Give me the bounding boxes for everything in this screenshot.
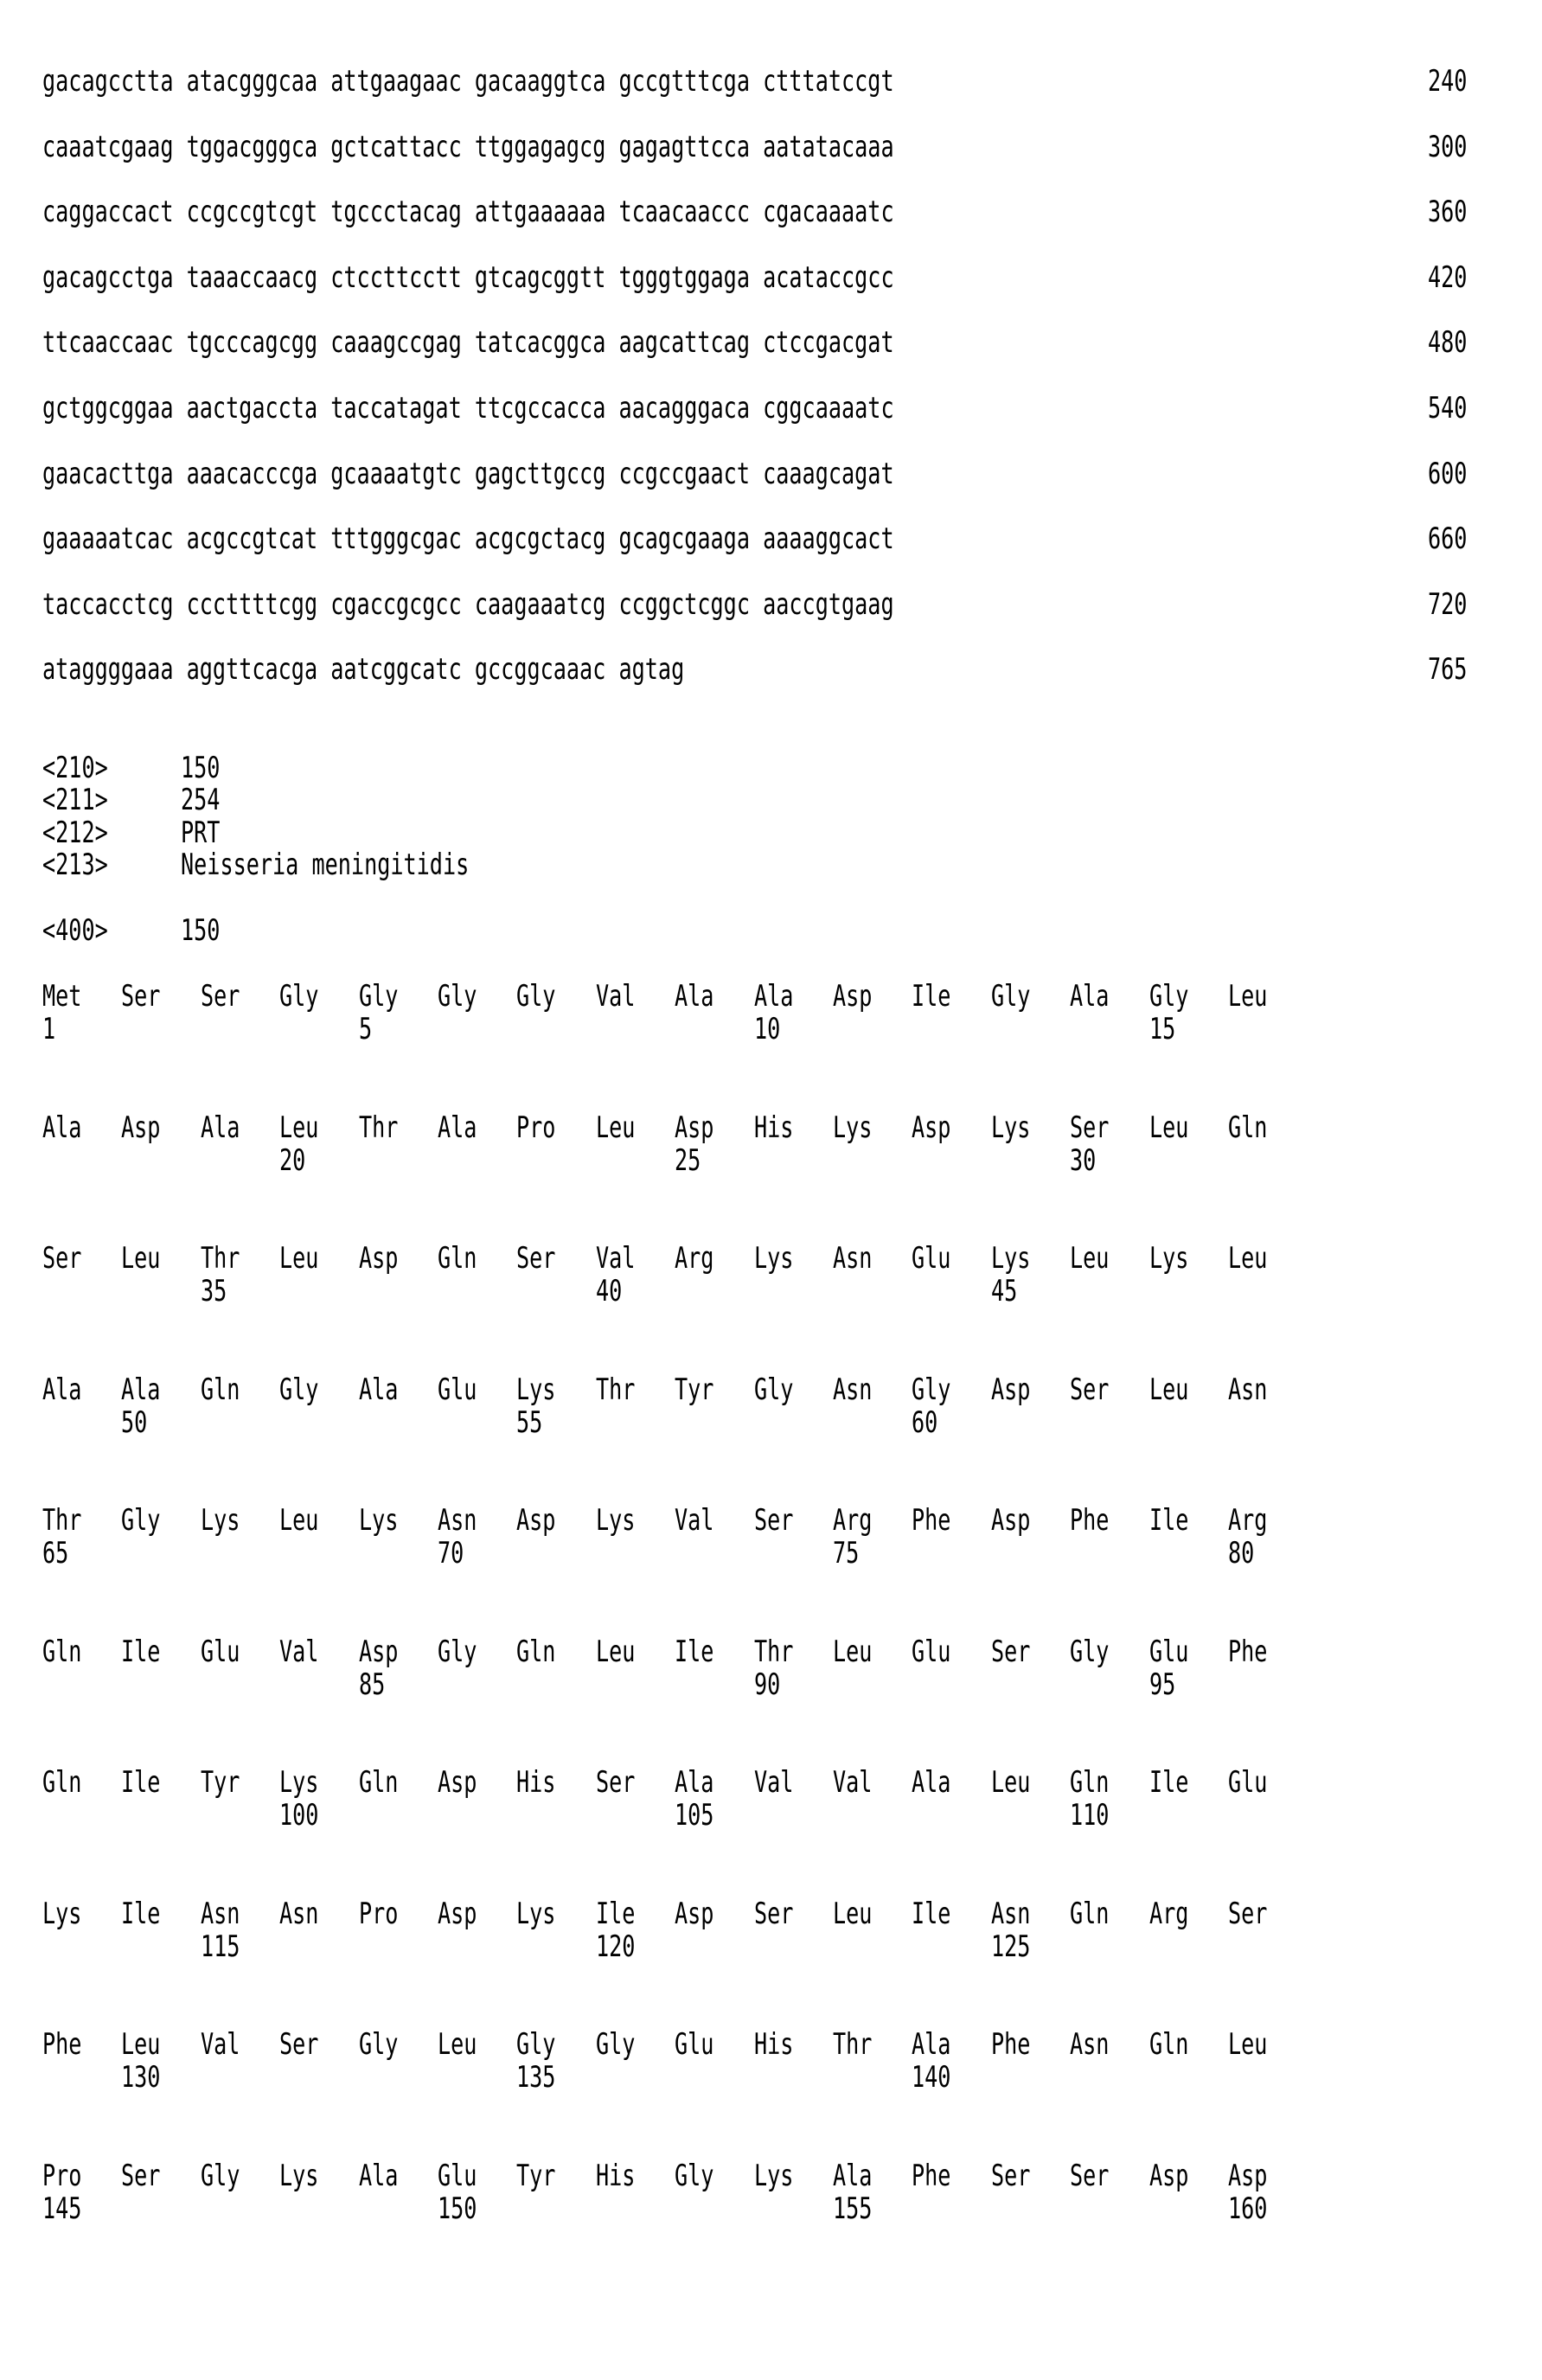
amino-acid-residue: Leu [596, 1635, 635, 1669]
amino-acid-residue: Asp [991, 1503, 1030, 1538]
amino-acid-residue: Arg [1149, 1897, 1188, 1931]
amino-acid-residue: Lys [279, 1765, 318, 1800]
residue-position-number: 65 [42, 1536, 68, 1571]
amino-acid-residue: Pro [42, 2159, 81, 2193]
field-value: PRT [181, 816, 220, 850]
amino-acid-residue: His [754, 1110, 793, 1145]
amino-acid-residue: Gln [1070, 1897, 1109, 1931]
amino-acid-residue: Gly [754, 1372, 793, 1407]
nucleotide-sequence-line: caaatcgaag tggacgggca gctcattacc ttggagagcg gagagttcca aatatacaaa [42, 130, 894, 164]
residue-position-number: 35 [201, 1274, 227, 1308]
residue-position-number: 75 [833, 1536, 859, 1571]
amino-acid-residue: Tyr [675, 1372, 713, 1407]
nucleotide-position-number: 765 [1428, 652, 1467, 687]
amino-acid-residue: Pro [359, 1897, 398, 1931]
amino-acid-residue: Ile [121, 1765, 160, 1800]
amino-acid-residue: Val [754, 1765, 793, 1800]
field-value: 150 [181, 913, 220, 948]
amino-acid-residue: Lys [991, 1241, 1030, 1276]
nucleotide-sequence-line: gctggcggaa aactgaccta taccatagat ttcgccacca aacagggaca cggcaaaatc [42, 391, 894, 425]
amino-acid-residue: Ser [991, 1635, 1030, 1669]
residue-position-number: 15 [1149, 1012, 1175, 1046]
residue-position-number: 110 [1070, 1798, 1109, 1833]
field-value: 150 [181, 751, 220, 785]
amino-acid-residue: Gly [516, 2027, 555, 2062]
residue-position-number: 60 [912, 1405, 937, 1440]
amino-acid-residue: Asp [359, 1241, 398, 1276]
amino-acid-residue: His [596, 2159, 635, 2193]
residue-position-number: 40 [596, 1274, 622, 1308]
field-value: 254 [181, 783, 220, 817]
amino-acid-residue: Asp [912, 1110, 950, 1145]
nucleotide-sequence-line: gaaaaatcac acgccgtcat tttgggcgac acgcgctacg gcagcgaaga aaaaggcact [42, 521, 894, 556]
amino-acid-residue: Val [833, 1765, 872, 1800]
amino-acid-residue: Leu [1228, 979, 1267, 1014]
amino-acid-residue: Thr [596, 1372, 635, 1407]
residue-position-number: 20 [279, 1143, 305, 1178]
amino-acid-residue: Tyr [516, 2159, 555, 2193]
residue-position-number: 95 [1149, 1667, 1175, 1702]
amino-acid-residue: Asp [833, 979, 872, 1014]
residue-position-number: 50 [121, 1405, 147, 1440]
amino-acid-residue: Phe [912, 1503, 950, 1538]
amino-acid-residue: Asp [675, 1110, 713, 1145]
amino-acid-residue: Leu [833, 1897, 872, 1931]
amino-acid-residue: Leu [1228, 2027, 1267, 2062]
amino-acid-residue: Ala [42, 1372, 81, 1407]
amino-acid-residue: Ala [754, 979, 793, 1014]
residue-position-number: 25 [675, 1143, 701, 1178]
residue-position-number: 1 [42, 1012, 55, 1046]
residue-position-number: 155 [833, 2191, 872, 2226]
residue-position-number: 120 [596, 1929, 635, 1964]
amino-acid-residue: Asn [833, 1372, 872, 1407]
amino-acid-residue: Val [596, 979, 635, 1014]
amino-acid-residue: Lys [754, 1241, 793, 1276]
amino-acid-residue: Gly [438, 979, 477, 1014]
amino-acid-residue: Gln [1228, 1110, 1267, 1145]
amino-acid-residue: Phe [912, 2159, 950, 2193]
nucleotide-position-number: 660 [1428, 521, 1467, 556]
residue-position-number: 70 [438, 1536, 464, 1571]
amino-acid-residue: Gln [438, 1241, 477, 1276]
field-tag: <400> [42, 913, 108, 948]
amino-acid-residue: Ile [121, 1635, 160, 1669]
amino-acid-residue: Lys [279, 2159, 318, 2193]
amino-acid-residue: Glu [675, 2027, 713, 2062]
amino-acid-residue: Leu [1149, 1372, 1188, 1407]
amino-acid-residue: Gly [912, 1372, 950, 1407]
amino-acid-residue: Arg [1228, 1503, 1267, 1538]
amino-acid-residue: Phe [991, 2027, 1030, 2062]
amino-acid-residue: Ser [754, 1897, 793, 1931]
amino-acid-residue: Ser [42, 1241, 81, 1276]
residue-position-number: 125 [991, 1929, 1030, 1964]
amino-acid-residue: Gln [42, 1635, 81, 1669]
amino-acid-residue: Asp [516, 1503, 555, 1538]
nucleotide-position-number: 540 [1428, 391, 1467, 425]
residue-position-number: 5 [359, 1012, 372, 1046]
residue-position-number: 160 [1228, 2191, 1267, 2226]
amino-acid-residue: Phe [42, 2027, 81, 2062]
amino-acid-residue: Ala [912, 2027, 950, 2062]
amino-acid-residue: His [754, 2027, 793, 2062]
field-value: Neisseria meningitidis [181, 848, 469, 882]
amino-acid-residue: Ile [1149, 1503, 1188, 1538]
amino-acid-residue: Leu [438, 2027, 477, 2062]
amino-acid-residue: Gln [201, 1372, 240, 1407]
amino-acid-residue: Ile [675, 1635, 713, 1669]
amino-acid-residue: Ser [121, 979, 160, 1014]
residue-position-number: 140 [912, 2060, 950, 2095]
residue-position-number: 45 [991, 1274, 1017, 1308]
field-tag: <210> [42, 751, 108, 785]
amino-acid-residue: Ala [833, 2159, 872, 2193]
amino-acid-residue: Ile [121, 1897, 160, 1931]
nucleotide-position-number: 240 [1428, 64, 1467, 99]
amino-acid-residue: Glu [1228, 1765, 1267, 1800]
field-tag: <211> [42, 783, 108, 817]
nucleotide-sequence-line: ttcaaccaac tgcccagcgg caaagccgag tatcacggca aagcattcag ctccgacgat [42, 325, 894, 360]
amino-acid-residue: Gly [1149, 979, 1188, 1014]
nucleotide-position-number: 600 [1428, 457, 1467, 491]
amino-acid-residue: Asp [359, 1635, 398, 1669]
amino-acid-residue: Ala [912, 1765, 950, 1800]
amino-acid-residue: Asn [833, 1241, 872, 1276]
amino-acid-residue: Lys [42, 1897, 81, 1931]
amino-acid-residue: Phe [1070, 1503, 1109, 1538]
amino-acid-residue: Arg [675, 1241, 713, 1276]
amino-acid-residue: Gly [279, 979, 318, 1014]
amino-acid-residue: His [516, 1765, 555, 1800]
amino-acid-residue: Gly [596, 2027, 635, 2062]
amino-acid-residue: Glu [912, 1635, 950, 1669]
amino-acid-residue: Asp [438, 1897, 477, 1931]
amino-acid-residue: Arg [833, 1503, 872, 1538]
amino-acid-residue: Ser [754, 1503, 793, 1538]
amino-acid-residue: Ser [1228, 1897, 1267, 1931]
amino-acid-residue: Ser [121, 2159, 160, 2193]
amino-acid-residue: Asn [1228, 1372, 1267, 1407]
nucleotide-sequence-line: gacagcctga taaaccaacg ctccttcctt gtcagcggtt tgggtggaga acataccgcc [42, 260, 894, 295]
amino-acid-residue: Ala [201, 1110, 240, 1145]
amino-acid-residue: Ala [438, 1110, 477, 1145]
nucleotide-sequence-line: taccacctcg cccttttcgg cgaccgcgcc caagaaatcg ccggctcggc aaccgtgaag [42, 587, 894, 622]
amino-acid-residue: Gly [1070, 1635, 1109, 1669]
residue-position-number: 145 [42, 2191, 81, 2226]
nucleotide-sequence-line: caggaccact ccgccgtcgt tgccctacag attgaaaaaa tcaacaaccc cgacaaaatc [42, 195, 894, 229]
amino-acid-residue: Ser [1070, 1372, 1109, 1407]
amino-acid-residue: Ser [596, 1765, 635, 1800]
amino-acid-residue: Gly [675, 2159, 713, 2193]
amino-acid-residue: Asp [1228, 2159, 1267, 2193]
amino-acid-residue: Leu [121, 1241, 160, 1276]
amino-acid-residue: Val [675, 1503, 713, 1538]
amino-acid-residue: Gly [279, 1372, 318, 1407]
amino-acid-residue: Asn [201, 1897, 240, 1931]
amino-acid-residue: Val [596, 1241, 635, 1276]
residue-position-number: 150 [438, 2191, 477, 2226]
amino-acid-residue: Lys [754, 2159, 793, 2193]
amino-acid-residue: Asn [1070, 2027, 1109, 2062]
amino-acid-residue: Lys [596, 1503, 635, 1538]
amino-acid-residue: Gln [1070, 1765, 1109, 1800]
amino-acid-residue: Gln [516, 1635, 555, 1669]
amino-acid-residue: Leu [1070, 1241, 1109, 1276]
amino-acid-residue: Thr [754, 1635, 793, 1669]
amino-acid-residue: Lys [516, 1897, 555, 1931]
amino-acid-residue: Ser [1070, 1110, 1109, 1145]
amino-acid-residue: Thr [833, 2027, 872, 2062]
residue-position-number: 80 [1228, 1536, 1254, 1571]
residue-position-number: 90 [754, 1667, 780, 1702]
residue-position-number: 105 [675, 1798, 713, 1833]
residue-position-number: 115 [201, 1929, 240, 1964]
nucleotide-position-number: 300 [1428, 130, 1467, 164]
amino-acid-residue: Glu [1149, 1635, 1188, 1669]
amino-acid-residue: Ser [1070, 2159, 1109, 2193]
amino-acid-residue: Asp [121, 1110, 160, 1145]
amino-acid-residue: Ser [279, 2027, 318, 2062]
amino-acid-residue: Leu [1149, 1110, 1188, 1145]
amino-acid-residue: Lys [201, 1503, 240, 1538]
amino-acid-residue: Phe [1228, 1635, 1267, 1669]
nucleotide-sequence-line: gaacacttga aaacacccga gcaaaatgtc gagcttgccg ccgccgaact caaagcagat [42, 457, 894, 491]
amino-acid-residue: Leu [121, 2027, 160, 2062]
amino-acid-residue: Glu [912, 1241, 950, 1276]
amino-acid-residue: Ala [359, 2159, 398, 2193]
amino-acid-residue: Ala [42, 1110, 81, 1145]
amino-acid-residue: Ile [596, 1897, 635, 1931]
amino-acid-residue: Leu [279, 1503, 318, 1538]
amino-acid-residue: Ile [912, 979, 950, 1014]
amino-acid-residue: Leu [991, 1765, 1030, 1800]
nucleotide-sequence-line: ataggggaaa aggttcacga aatcggcatc gccggcaaac agtag [42, 652, 684, 687]
amino-acid-residue: Gly [201, 2159, 240, 2193]
amino-acid-residue: Gly [516, 979, 555, 1014]
amino-acid-residue: Lys [516, 1372, 555, 1407]
amino-acid-residue: Ala [121, 1372, 160, 1407]
amino-acid-residue: Ile [1149, 1765, 1188, 1800]
amino-acid-residue: Gln [1149, 2027, 1188, 2062]
amino-acid-residue: Ile [912, 1897, 950, 1931]
amino-acid-residue: Asp [438, 1765, 477, 1800]
residue-position-number: 135 [516, 2060, 555, 2095]
amino-acid-residue: Gln [42, 1765, 81, 1800]
amino-acid-residue: Leu [279, 1241, 318, 1276]
amino-acid-residue: Thr [201, 1241, 240, 1276]
nucleotide-sequence-line: gacagcctta atacgggcaa attgaagaac gacaaggtca gccgtttcga ctttatccgt [42, 64, 894, 99]
amino-acid-residue: Lys [991, 1110, 1030, 1145]
amino-acid-residue: Thr [359, 1110, 398, 1145]
amino-acid-residue: Ala [675, 979, 713, 1014]
amino-acid-residue: Asn [991, 1897, 1030, 1931]
amino-acid-residue: Lys [359, 1503, 398, 1538]
amino-acid-residue: Gly [991, 979, 1030, 1014]
amino-acid-residue: Gly [438, 1635, 477, 1669]
residue-position-number: 130 [121, 2060, 160, 2095]
amino-acid-residue: Val [279, 1635, 318, 1669]
nucleotide-position-number: 720 [1428, 587, 1467, 622]
amino-acid-residue: Lys [1149, 1241, 1188, 1276]
amino-acid-residue: Gly [121, 1503, 160, 1538]
amino-acid-residue: Val [201, 2027, 240, 2062]
amino-acid-residue: Ala [359, 1372, 398, 1407]
amino-acid-residue: Leu [833, 1635, 872, 1669]
residue-position-number: 10 [754, 1012, 780, 1046]
field-tag: <213> [42, 848, 108, 882]
amino-acid-residue: Gly [359, 979, 398, 1014]
residue-position-number: 100 [279, 1798, 318, 1833]
amino-acid-residue: Asp [991, 1372, 1030, 1407]
nucleotide-position-number: 480 [1428, 325, 1467, 360]
amino-acid-residue: Leu [1228, 1241, 1267, 1276]
amino-acid-residue: Asn [438, 1503, 477, 1538]
amino-acid-residue: Leu [596, 1110, 635, 1145]
amino-acid-residue: Asp [1149, 2159, 1188, 2193]
amino-acid-residue: Glu [201, 1635, 240, 1669]
residue-position-number: 85 [359, 1667, 385, 1702]
field-tag: <212> [42, 816, 108, 850]
amino-acid-residue: Ala [675, 1765, 713, 1800]
amino-acid-residue: Glu [438, 2159, 477, 2193]
amino-acid-residue: Tyr [201, 1765, 240, 1800]
amino-acid-residue: Thr [42, 1503, 81, 1538]
amino-acid-residue: Gly [359, 2027, 398, 2062]
nucleotide-position-number: 360 [1428, 195, 1467, 229]
amino-acid-residue: Gln [359, 1765, 398, 1800]
amino-acid-residue: Ser [516, 1241, 555, 1276]
amino-acid-residue: Asp [675, 1897, 713, 1931]
amino-acid-residue: Ala [1070, 979, 1109, 1014]
amino-acid-residue: Lys [833, 1110, 872, 1145]
amino-acid-residue: Leu [279, 1110, 318, 1145]
residue-position-number: 30 [1070, 1143, 1096, 1178]
residue-position-number: 55 [516, 1405, 542, 1440]
amino-acid-residue: Ser [991, 2159, 1030, 2193]
amino-acid-residue: Asn [279, 1897, 318, 1931]
amino-acid-residue: Glu [438, 1372, 477, 1407]
amino-acid-residue: Ser [201, 979, 240, 1014]
amino-acid-residue: Met [42, 979, 81, 1014]
amino-acid-residue: Pro [516, 1110, 555, 1145]
nucleotide-position-number: 420 [1428, 260, 1467, 295]
